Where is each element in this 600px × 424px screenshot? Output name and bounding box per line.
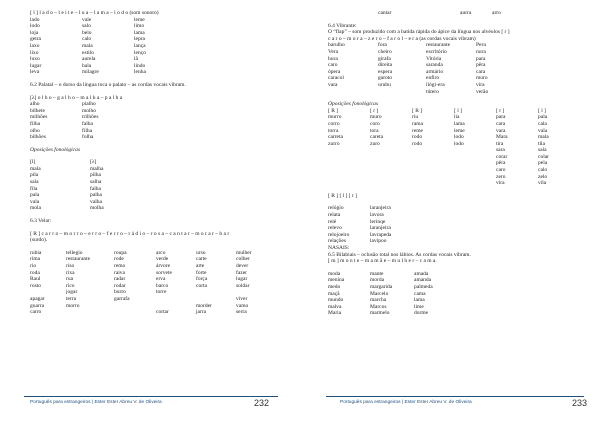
- word: rubia: [30, 249, 42, 256]
- word: lança: [134, 42, 146, 49]
- word: leme: [134, 16, 145, 23]
- opposition-cell: reme: [412, 127, 423, 134]
- word: espera: [378, 68, 393, 75]
- opposition-cell: zuro: [370, 140, 380, 147]
- opposition-cell: [454, 180, 496, 187]
- footer-rule: [24, 396, 278, 397]
- opposition-cell: riu: [412, 114, 419, 121]
- word: relevo: [328, 225, 342, 232]
- opposition-cell: leme: [454, 127, 465, 134]
- word: rosto: [30, 282, 41, 289]
- word: mala: [82, 42, 93, 49]
- word: molha: [90, 205, 104, 212]
- opposition-cell: [412, 160, 454, 167]
- word: malha: [90, 165, 104, 172]
- opposition-cell: muro: [370, 114, 382, 121]
- word: fazer: [236, 269, 247, 276]
- word: jarra: [196, 309, 207, 316]
- opposition-cell: calo: [538, 167, 548, 174]
- word: bilhões: [30, 134, 46, 141]
- word: serra: [236, 309, 247, 316]
- word: lime: [414, 303, 424, 310]
- word: lenha: [134, 69, 146, 76]
- word: rima: [30, 256, 41, 263]
- opposition-cell: [412, 167, 454, 174]
- opposition-cell: [454, 167, 496, 174]
- word: radar: [114, 276, 126, 283]
- right-page: [300, 0, 600, 424]
- word: alho: [30, 101, 40, 108]
- word: verão: [476, 88, 489, 95]
- opposition-cell: lama: [454, 120, 465, 127]
- word: força: [196, 276, 208, 283]
- word: morda: [370, 277, 385, 284]
- word: arro: [492, 10, 501, 16]
- word: laxo: [30, 42, 40, 49]
- word: mola: [30, 205, 41, 212]
- section-6-5-heading: 6.5 Bilabiais – oclusão total nos lábios. As cordas vocais vibram.: [328, 251, 471, 258]
- opposition-cell: murro: [328, 114, 342, 121]
- word: Marcelo: [370, 290, 389, 297]
- word: lavora: [370, 212, 384, 219]
- word: colher: [236, 256, 250, 263]
- word: relações: [328, 238, 347, 245]
- word: caracol: [328, 75, 344, 82]
- word: nora: [476, 48, 486, 55]
- word: leva: [30, 69, 40, 76]
- right-content: [328, 10, 586, 317]
- word: [30, 289, 66, 296]
- word: lama: [414, 297, 425, 304]
- word: viver: [236, 295, 248, 302]
- word: [λ]: [90, 159, 97, 166]
- opposition-cell: [370, 147, 412, 154]
- word: garrafa: [114, 295, 130, 302]
- word: lindo: [134, 62, 146, 69]
- opposition-cell: sala: [538, 147, 547, 154]
- word: [66, 309, 114, 316]
- word: erva: [156, 276, 166, 283]
- word: terra: [66, 295, 77, 302]
- m-phoneme-heading: [ m ] m o n t e – m a m ã e – m u l h e r – c a m a.: [328, 258, 437, 265]
- opposition-cell: [412, 147, 454, 154]
- word: armário: [426, 68, 444, 75]
- word: lugar: [30, 62, 42, 69]
- word: lepra: [134, 36, 145, 43]
- word: remo: [114, 263, 126, 269]
- opposition-cell: lia: [454, 114, 460, 121]
- word: aurra: [460, 10, 472, 16]
- opposition-cell: Mara: [496, 134, 508, 141]
- word: apagar: [30, 295, 45, 302]
- opposition-cell: para: [496, 114, 506, 121]
- word: marmelo: [370, 310, 390, 317]
- word: lama: [134, 29, 145, 36]
- footer-text: Português para estrangeiros | Ester Ester Abreu V. de Oliveira: [30, 400, 162, 405]
- opposition-cell: [412, 154, 454, 161]
- opposition-cell: [412, 174, 454, 181]
- opposition-cell: [ l ]: [538, 107, 546, 114]
- word: muro: [476, 75, 488, 82]
- opposition-cell: rodo: [412, 134, 423, 141]
- opposition-cell: [ R ]: [412, 107, 423, 114]
- word: [114, 309, 156, 316]
- word: aurela: [82, 56, 96, 63]
- word: mulher: [236, 249, 252, 256]
- opposition-cell: [370, 160, 412, 167]
- word: lixo: [30, 49, 39, 56]
- word: Peru: [476, 42, 487, 49]
- opposition-cell: [328, 160, 370, 167]
- word: cara: [476, 68, 486, 75]
- word: valha: [90, 198, 102, 205]
- word: relojoeiro: [328, 231, 350, 238]
- word: direita: [378, 62, 393, 69]
- word: bilhete: [30, 107, 45, 114]
- word: rodar: [114, 282, 126, 289]
- word: vamo: [236, 302, 249, 309]
- word: molho: [82, 107, 97, 114]
- opposition-cell: zurro: [328, 140, 340, 147]
- word: mante: [370, 270, 384, 277]
- opposition-cell: tora: [370, 127, 379, 134]
- r-phoneme-note: (surdo).: [30, 237, 48, 244]
- word: hora: [328, 55, 338, 62]
- opposition-cell: [454, 174, 496, 181]
- word: lã: [134, 56, 138, 63]
- opposition-cell: tira: [496, 140, 504, 147]
- word: Raul: [30, 276, 41, 283]
- word: palmeda: [414, 283, 433, 290]
- opposition-cell: corro: [328, 120, 340, 127]
- opposition-cell: mala: [538, 134, 549, 141]
- word: [236, 289, 276, 296]
- opposition-cell: [328, 154, 370, 161]
- word: [328, 89, 378, 96]
- word: vira: [476, 81, 485, 88]
- word: restaurante: [426, 42, 451, 49]
- word: dever: [236, 263, 249, 269]
- word: rua: [66, 276, 74, 283]
- word: lavrapeda: [370, 231, 392, 238]
- word: bala: [82, 62, 92, 69]
- word: estilo: [82, 49, 94, 56]
- word: luxo: [30, 56, 40, 63]
- continued-word-list: [378, 10, 586, 17]
- word: relógio: [328, 205, 344, 212]
- footer-text: Português para estrangeiros | Ester Ester Abreu V. de Oliveira: [340, 400, 472, 405]
- word: vara: [328, 81, 338, 88]
- word: falha: [82, 120, 93, 127]
- word: sorvete: [156, 269, 172, 276]
- phonological-oppositions-heading: Oposições fonológicas: [30, 146, 80, 153]
- word: loja: [30, 29, 39, 36]
- word: lado: [30, 16, 40, 23]
- word: arco: [156, 249, 166, 256]
- word: burro: [114, 289, 126, 296]
- word: menina: [328, 277, 345, 284]
- word: corta: [196, 282, 207, 289]
- word: belo: [82, 29, 92, 36]
- opposition-cell: [ r ]: [496, 107, 505, 114]
- word: urubu: [378, 81, 391, 88]
- word: rixa: [66, 269, 75, 276]
- word: Vera: [328, 48, 339, 55]
- word: soldar: [236, 282, 250, 289]
- word: roupa: [114, 249, 127, 256]
- opposition-cell: vala: [538, 127, 548, 134]
- footer-rule: [326, 396, 584, 397]
- word: caro: [328, 62, 338, 69]
- opposition-cell: cara: [496, 120, 506, 127]
- opposition-cell: coro: [370, 120, 380, 127]
- word: roda: [30, 269, 40, 276]
- word: salo: [82, 23, 91, 30]
- word: malva: [328, 303, 342, 310]
- m-word-list: [328, 271, 586, 317]
- word: pialho: [82, 101, 96, 108]
- word: rode: [114, 256, 124, 263]
- opposition-cell: rodo: [412, 140, 423, 147]
- word: para: [476, 55, 486, 62]
- word: Marcos: [370, 303, 387, 310]
- word: dorme: [414, 310, 429, 317]
- word: [114, 303, 156, 310]
- rlr-word-list: [328, 205, 586, 245]
- word: mala: [30, 165, 41, 172]
- word: rico: [66, 282, 75, 289]
- opposition-cell: [412, 180, 454, 187]
- flap-examples: c a r o – m o r a – z e r o – f a r o l – e r a (as cordas vocais vibram): [328, 35, 476, 42]
- word: urso: [196, 249, 206, 256]
- word: saranda: [426, 62, 443, 69]
- word: carro: [30, 309, 42, 316]
- word: torre: [156, 289, 167, 296]
- flap-description: O “flap” – som produzido com a batida rápida do ápice da língua nos alvéolos [ r ]: [328, 29, 510, 36]
- nasals-heading: NASAIS:: [328, 245, 350, 251]
- word: cheiro: [378, 48, 392, 55]
- word: [l]: [30, 159, 36, 166]
- word: morro: [66, 302, 80, 309]
- word: lugar: [236, 276, 248, 283]
- opposition-table: [328, 108, 586, 187]
- opposition-cell: [328, 180, 370, 187]
- rlr-heading: [ R ] [ l ] [ r ]: [328, 192, 358, 199]
- word: milhões: [30, 114, 48, 121]
- opposition-cell: colar: [538, 153, 549, 160]
- opposition-cell: tila: [538, 140, 546, 147]
- opposition-cell: [328, 147, 370, 154]
- opposition-cell: pela: [538, 160, 548, 167]
- word: Vitória: [426, 55, 442, 62]
- word: barulho: [328, 42, 345, 49]
- word: trilhões: [82, 114, 99, 121]
- word: fora: [378, 42, 387, 49]
- word: ilógi-era: [426, 81, 445, 88]
- word: cantar: [378, 10, 392, 16]
- l-phoneme-heading: [ l ] l a d o – l e i t e – l u a – l a m a – l o d o (som sonoro): [30, 10, 159, 16]
- l-word-list: [30, 17, 280, 76]
- opposition-cell: lodo: [454, 134, 464, 141]
- opposition-cell: pêra: [496, 160, 506, 167]
- word: marcha: [370, 297, 387, 304]
- word: rio: [30, 263, 37, 269]
- word: Maria: [328, 310, 342, 317]
- word: restaurante: [66, 256, 91, 263]
- word: pila: [30, 172, 39, 179]
- phonological-oppositions-heading: Oposições fonológicas: [328, 101, 378, 108]
- flap-word-list: [328, 42, 586, 95]
- word: [196, 289, 236, 296]
- word: calo: [82, 36, 92, 43]
- word: pêra: [476, 62, 486, 69]
- page-number: 233: [572, 398, 588, 408]
- r-word-list: [30, 250, 280, 316]
- opposition-cell: [370, 180, 412, 187]
- word: escritório: [426, 48, 447, 55]
- word: palha: [90, 192, 102, 199]
- word: vale: [82, 16, 92, 23]
- word: lodo: [30, 23, 40, 30]
- word: garoto: [378, 75, 393, 82]
- opposition-cell: [454, 160, 496, 167]
- r-phoneme-heading: [ R ] c a r r o – m o r r o – e r r o – f e r r o – r á d i o – r o s a – c a n t a r – m o r a r – b a r: [30, 230, 230, 237]
- word: barco: [156, 282, 169, 289]
- word: maçã: [328, 290, 340, 297]
- opposition-cell: [ R ]: [328, 107, 339, 114]
- word: [378, 89, 426, 96]
- opposition-cell: vila: [538, 180, 547, 187]
- word: amada: [414, 270, 429, 277]
- lh-phoneme-heading: [λ] o l h o – g a l h o – m a l h a – p a l h a: [30, 94, 123, 101]
- word: [196, 296, 236, 303]
- word: pilha: [90, 172, 101, 179]
- word: fila: [30, 185, 38, 192]
- word: arte: [196, 263, 205, 269]
- word: olho: [30, 127, 40, 134]
- opposition-cell: cala: [538, 120, 547, 127]
- word: laranjeira: [370, 205, 391, 212]
- opposition-cell: zero: [496, 173, 506, 180]
- left-content: [30, 10, 280, 316]
- word: tellegio: [66, 249, 83, 256]
- word: salha: [90, 179, 102, 186]
- word: [156, 303, 196, 310]
- word: [156, 296, 196, 303]
- opposition-cell: [370, 167, 412, 174]
- opposition-cell: [328, 167, 370, 174]
- word: relata: [328, 212, 341, 219]
- opposition-cell: [370, 174, 412, 181]
- word: enfiro: [426, 75, 440, 82]
- word: filha: [82, 127, 93, 134]
- opposition-cell: sara: [496, 147, 505, 154]
- word: tútero: [426, 88, 439, 95]
- word: cortar: [156, 309, 169, 316]
- section-6-4-heading: 6.4 Vibrante:: [328, 22, 357, 29]
- word: verde: [156, 256, 169, 263]
- opposition-cell: pala: [538, 114, 548, 121]
- word: moda: [328, 270, 341, 277]
- word: jogar: [66, 289, 78, 296]
- word: milagre: [82, 69, 99, 76]
- opposition-cell: [ l ]: [454, 107, 462, 114]
- word: amanda: [414, 277, 432, 284]
- word: getra: [30, 36, 41, 43]
- word: folha: [82, 134, 94, 141]
- word: falha: [90, 185, 101, 192]
- word: vala: [30, 198, 40, 205]
- word: árvore: [156, 263, 171, 269]
- section-6-3-heading: 6.3 Velar:: [30, 218, 52, 225]
- opposition-cell: caro: [496, 167, 506, 174]
- opposition-cell: vara: [496, 127, 506, 134]
- word: lenço: [134, 49, 146, 56]
- word: morder: [196, 302, 212, 309]
- opposition-cell: [ r ]: [370, 107, 379, 114]
- word: riso: [66, 263, 75, 269]
- word: margarida: [370, 283, 393, 290]
- page-number: 232: [254, 398, 270, 408]
- opposition-cell: careta: [370, 134, 384, 141]
- word: medo: [328, 283, 341, 290]
- opposition-cell: carreta: [328, 134, 343, 141]
- opposition-cell: zelo: [538, 173, 548, 180]
- word: girafa: [378, 55, 391, 62]
- word: sala: [30, 179, 39, 186]
- word: lavipoo: [370, 238, 387, 245]
- word: relé: [328, 218, 337, 225]
- opposition-cell: [454, 147, 496, 154]
- word: cama: [414, 290, 426, 297]
- opposition-cell: [454, 154, 496, 161]
- word: lerinqe: [370, 218, 386, 225]
- word: mundo: [328, 297, 344, 304]
- section-6-2-heading: 6.2 Palatal – o dorso da língua toca o palato – as cordas vocais vibram.: [30, 81, 186, 88]
- opposition-cell: [328, 174, 370, 181]
- word: forte: [196, 269, 207, 276]
- word: guarra: [30, 302, 45, 309]
- word: laranjeira: [370, 225, 391, 232]
- lh-word-list: [30, 101, 280, 141]
- opposition-cell: [370, 154, 412, 161]
- opposition-cell: corar: [496, 153, 508, 160]
- opposition-cell: vira: [496, 180, 505, 187]
- word: filha: [30, 120, 41, 127]
- word: raiva: [114, 269, 125, 276]
- word: carte: [196, 256, 207, 263]
- opposition-cell: lodo: [454, 140, 464, 147]
- opposition-cell: rama: [412, 120, 423, 127]
- l-lh-opposition-list: [30, 159, 280, 212]
- opposition-cell: torra: [328, 127, 339, 134]
- word: ópera: [328, 68, 341, 75]
- word: limo: [134, 23, 145, 30]
- word: pala: [30, 192, 40, 199]
